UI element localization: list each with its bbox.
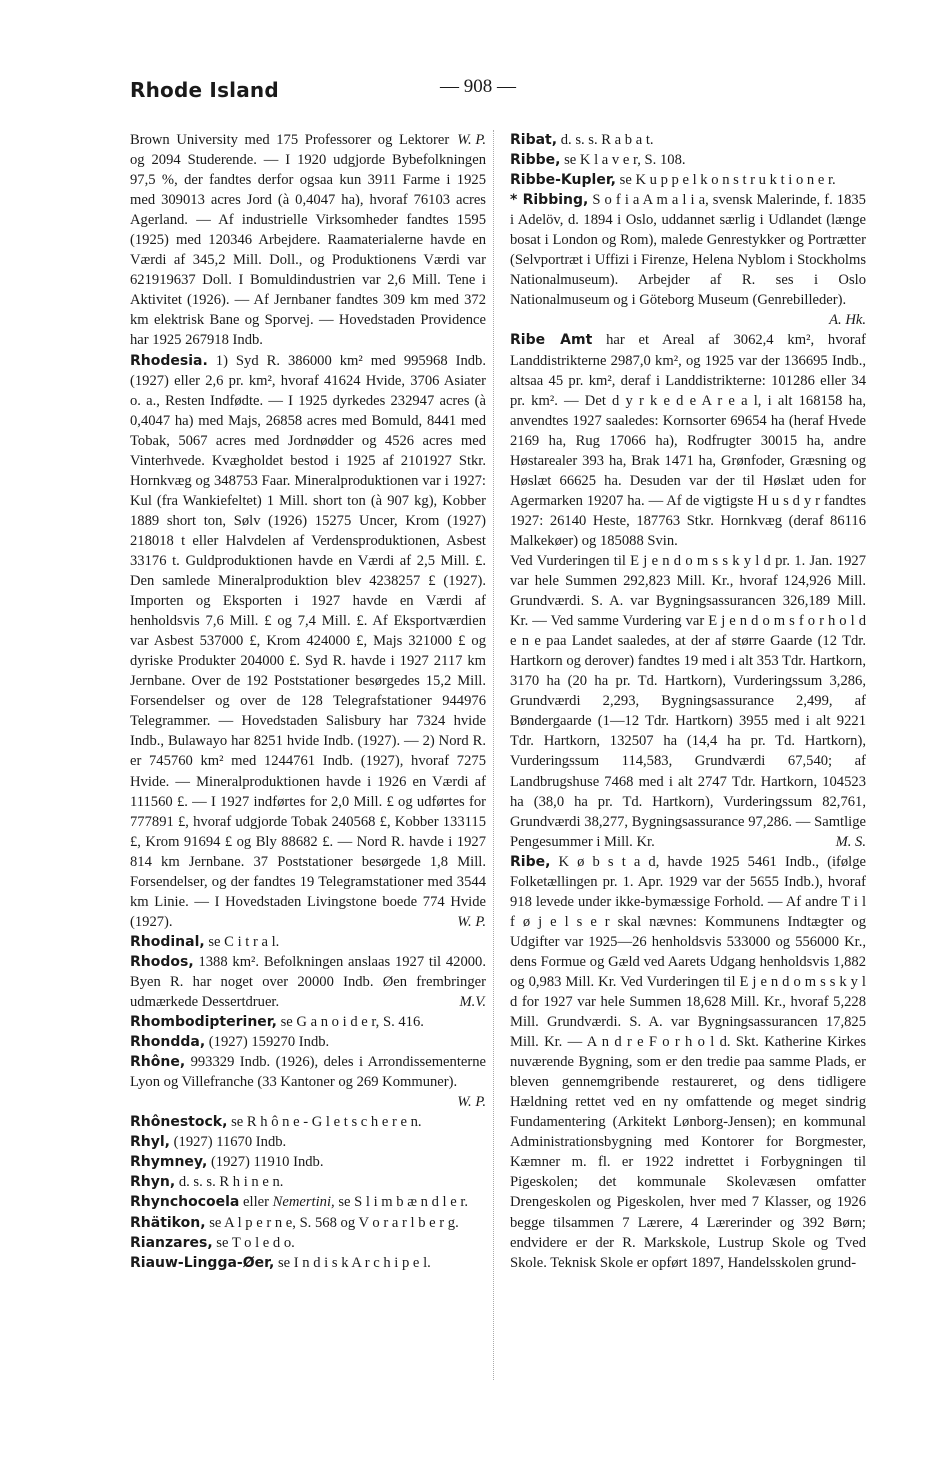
entry-text: Brown University med 175 Professorer og Lektorer og 2094 Studerende. — I 1920 udgjorde Bybefolkningen 97,5 %, der fandtes derfor ogsaa kun 3911 Farme i 1925 med 309013 acres Jord (à 0,4047 ha), hvoraf 76103 acres Agerland. — Af industrielle Virksomheder fandtes 1595 (1925) med 120346 Arbejdere. Raamaterialerne havde en Værdi af 345,2 Mill. Doll., og Produktionens Værdi var 621919637 Doll. I Bomuldindustrien var 2,6 Mill. Tene i Aktivitet (1926). — Af Jernbaner fandtes 309 km med 372 km elektrisk Bane og Sporvej. — Hovedstaden Providence har 1925 267918 Indb. xyxy=(130,132,486,349)
headword: Ribbe, xyxy=(510,152,561,169)
entry-ribe xyxy=(510,852,866,1273)
entry-ribbe-kupler xyxy=(510,170,866,190)
author-initials: M.V. xyxy=(459,994,486,1011)
entry-ribbing xyxy=(510,190,866,329)
author-initials: W. P. xyxy=(457,913,486,930)
headword: Ribbe-Kupler, xyxy=(510,172,616,189)
entry-text: d. s. s. R h i n e n. xyxy=(178,1174,284,1191)
headword: Rhymney, xyxy=(130,1154,208,1171)
headword: Ribat, xyxy=(510,132,558,148)
headword: Rhône, xyxy=(130,1054,186,1071)
entry-rhonestock xyxy=(130,1112,486,1132)
headword: Rianzares, xyxy=(130,1234,213,1251)
headword: * Ribbing, xyxy=(510,192,589,209)
headword: Ribe, xyxy=(510,853,551,870)
entry-text: d. s. s. R a b a t. xyxy=(560,132,654,148)
page-number: — 908 — xyxy=(440,76,516,97)
entry-text: (1927) 11910 Indb. xyxy=(210,1154,324,1171)
headword: Rhondda, xyxy=(130,1034,206,1051)
entry-text: Ved Vurderingen til E j e n d o m s s k y l d pr. 1. Jan. 1927 var hele Summen 292,823 Mill. Kr., hvoraf 124,926 Mill. Grundværdi. S. A. var Bygningsassurancen 326,189 Mill. Kr. — Ved samme Vurdering var E j e n d o m s f o r h o l d e n e paa Landet saaledes, at der af større Gaarde (12 Tdr. Hartkorn og derover) fandtes 19 med i alt 353 Tdr. Hartkorn, 3170 ha (20 ha pr. Td. Hartkorn), Vurderingssum 3,286, Grundværdi 2,293, Bygningsassurance 2,499, af Bøndergaarde (1—12 Tdr. Hartkorn) 3955 med i alt 9221 Tdr. Hartkorn, 132507 ha (14,4 ha pr. Td. Hartkorn), Vurderingssum 114,583, Grundværdi 67,540; af Landbrugshuse 7468 med i alt 2747 Tdr. Hartkorn, 104523 ha (38,0 ha pr. Td. Hartkorn), Vurderingssum 82,761, Grundværdi 38,277, Bygningsassurance 97,286. — Samtlige Pengesummer i Mill. Kr. xyxy=(510,552,866,850)
headword: Rhynchocoela xyxy=(130,1194,240,1211)
left-column xyxy=(130,130,486,1273)
entry-rhyl xyxy=(130,1132,486,1152)
entry-text: (1927) 159270 Indb. xyxy=(208,1034,330,1051)
entry-text: S o f i a A m a l i a, svensk Malerinde, f. 1835 i Adelöv, d. 1894 i Oslo, uddannet særlig i Udlandet (længe bosat i London og Rom), malede Genrestykker og Portrætter (Selvportræt i Uffizi i Firenze, Helena Nyblom i Stockholms Nationalmuseum). Arbejder af R. ses i Oslo Nationalmuseum og i Göteborg Museum (Genrebilleder). xyxy=(510,192,866,309)
author-initials: M. S. xyxy=(835,833,866,850)
entry-text-italic: Nemertini, xyxy=(272,1194,335,1211)
entry-rhondda xyxy=(130,1032,486,1052)
entry-rhynchocoela xyxy=(130,1192,486,1212)
author-initials: W. P. xyxy=(457,132,486,148)
entry-rhodesia xyxy=(130,351,486,932)
headword: Riauw-Lingga-Øer, xyxy=(130,1254,275,1271)
entry-rhone xyxy=(130,1052,486,1111)
entry-ribe-amt xyxy=(510,330,866,551)
entry-text: se T o l e d o. xyxy=(216,1234,295,1251)
entry-text: (1927) 11670 Indb. xyxy=(173,1134,287,1151)
entry-ribe-amt-paragraph xyxy=(510,551,866,852)
headword: Rhônestock, xyxy=(130,1114,228,1131)
headword: Rhombodipteriner, xyxy=(130,1014,277,1031)
entry-rhodinal xyxy=(130,932,486,952)
column-rule xyxy=(493,130,494,1380)
entry-text: 1388 km². Befolkningen anslaas 1927 til 42000. Byen R. har noget over 20000 Indb. Øen frembringer udmærkede Dessertdruer. xyxy=(130,953,486,1011)
headword: Rhyn, xyxy=(130,1174,176,1191)
headword: Ribe Amt xyxy=(510,332,593,349)
entry-text: se R h ô n e - G l e t s c h e r e n. xyxy=(231,1114,422,1131)
headword: Rhodinal, xyxy=(130,933,205,950)
entry-text: se K u p p e l k o n s t r u k t i o n e r. xyxy=(619,172,836,189)
entry-rhyn xyxy=(130,1172,486,1192)
entry-text: se K l a v e r, S. 108. xyxy=(564,152,686,169)
entry-text: se I n d i s k A r c h i p e l. xyxy=(277,1254,431,1271)
entry-rhatikon xyxy=(130,1213,486,1233)
entry-rhombodipteriner xyxy=(130,1012,486,1032)
headword: Rhyl, xyxy=(130,1134,170,1151)
entry-rhodos xyxy=(130,952,486,1012)
right-column xyxy=(510,130,866,1273)
entry-text: eller xyxy=(243,1194,269,1211)
headword: Rhätikon, xyxy=(130,1214,206,1231)
entry-text: se S l i m b æ n d l e r. xyxy=(338,1194,469,1211)
entry-text: K ø b s t a d, havde 1925 5461 Indb., (ifølge Folketællingen pr. 1. Apr. 1929 var der 5655 Indb.), hvoraf 918 levede under ikke-bymæssige Forhold. — Af andre T i l f ø j e l s e r skal nævnes: Kommunens Indtægter og Udgifter var 1925—26 henholdsvis 533000 og 556000 Kr., dens Formue og Gæld ved Aarets Udgang henholdsvis 1,882 og 0,983 Mill. Kr. Ved Vurderingen til E j e n d o m s s k y l d for 1927 var hele Summen 18,628 Mill. Kr., hvoraf 5,228 Mill. Grundværdi. S. A. var Bygningsassurancen 17,825 Mill. Kr. — A n d r e F o r h o l d. Skt. Katherine Kirkes nuværende Bygning, som er den tredie paa samme Plads, er bleven gennemgribende restaureret, og dens tidligere Hældning rettet ved en ny omfattende og meget sindrig Fundamentering (Arkitekt Lønborg-Jensen); en kommunal Administrationsbygning med Kontorer for Borgmester, Kæmner m. fl. er 1922 indrettet i Forbygningen til Pigeskolen; det kommunale Skolevæsen omfatter Drengeskolen og Pigeskolen, hver med 7 Klasser, og 1926 begge tilsammen 7 Lærere, 4 Lærerinder og 392 Børn; endvidere er der R. Markskole, Lustrup Skole og Tved Skole. Teknisk Skole er opført 1897, Handelsskolen grund- xyxy=(510,853,866,1271)
entry-rianzares xyxy=(130,1233,486,1253)
entry-rhymney xyxy=(130,1152,486,1172)
page-header xyxy=(130,72,850,108)
entry-text: 993329 Indb. (1926), deles i Arrondissementerne Lyon og Villefranche (33 Kantoner og 269 Kommuner). xyxy=(130,1054,486,1091)
author-initials: A. Hk. xyxy=(829,312,866,329)
entry-rhode-island-continued xyxy=(130,130,486,351)
entry-ribbe xyxy=(510,150,866,170)
entry-riauw-lingga xyxy=(130,1253,486,1273)
entry-text: se G a n o i d e r, S. 416. xyxy=(280,1014,424,1031)
entry-text: se A l p e r n e, S. 568 og V o r a r l b e r g. xyxy=(209,1214,459,1231)
headword: Rhodos, xyxy=(130,953,194,970)
entry-text: har et Areal af 3062,4 km², hvoraf Landdistrikterne 2987,0 km², og 1925 var der 136695 Indb., altsaa 45 pr. km², deraf i Landdistrikterne: 101286 eller 34 pr. km². — Det d y r k e d e A r e a l, i alt 168158 ha, anvendtes 1927 saaledes: Kornsorter 69654 ha (heraf Hvede 2169 ha, Rug 17066 ha), Rodfrugter 30015 ha, andre Høstarealer 393 ha, Brak 1471 ha, Grønfoder, Græsning og Høslæt 66625 ha. Desuden var der til Høslæt uden for Agermarken 19207 ha. — Af de vigtigste H u s d y r fandtes 1927: 26140 Heste, 187763 Stkr. Hornkvæg (deraf 86116 Malkekøer) og 185088 Svin. xyxy=(510,332,867,549)
entry-ribat xyxy=(510,130,866,150)
author-initials: W. P. xyxy=(457,1094,486,1111)
headword: Rhodesia. xyxy=(130,352,208,369)
entry-text: se C i t r a l. xyxy=(208,933,280,950)
entry-text: 1) Syd R. 386000 km² med 995968 Indb. (1927) eller 2,6 pr. km², hvoraf 41624 Hvide, 3706 Asiater o. a., Resten Indfødte. — I 1925 dyrkedes 232947 acres (à 0,4047 ha) med Majs, 26858 acres med Bomuld, 8441 med Tobak, 5067 acres med Jordnødder og 4526 acres med Vinterhvede. Kvægholdet bestod i 1925 af 2101927 Stkr. Hornkvæg og 348753 Faar. Mineralproduktionen var i 1927: Kul (fra Wankiefeltet) 1 Mill. short ton (à 907 kg), Kobber 1889 short ton, Sølv (1926) 15275 Uncer, Krom (1927) 218018 t eller Halvdelen af Verdensproduktionen, Asbest 33176 t. Guldproduktionen havde en Værdi af 2,5 Mill. £. Den samlede Mineralproduktion blev 4238257 £ (1927). Importen og Eksporten i 1927 havde en Værdi af henholdsvis 7,6 Mill. £ og 7,4 Mill. £. Af Eksportværdien var Asbest 537000 £, Krom 424000 £, Majs 321000 £ og dyriske Produkter 204000 £. Syd R. havde i 1927 2117 km Jernbane. Over de 192 Poststationer besørgedes 15,2 Mill. Forsendelser og over de 128 Telegrafstationer 944976 Telegrammer. — Hovedstaden Salisbury har 7324 hvide Indb., Bulawayo har 8251 hvide Indb. (1927). — 2) Nord R. er 745760 km² med 1244761 Indb. (1927), hvoraf 7275 Hvide. — Mineralproduktionen havde i 1926 en Værdi af 111560 £. — I 1927 indførtes for 2,0 Mill. £ og udførtes for 777891 £, hvoraf udgjorde Tobak 240568 £, Kobber 133115 £, Krom 91694 £ og Bly 88682 £. — Nord R. havde i 1927 814 km Jernbane. 37 Poststationer besørgede 1,8 Mill. Forsendelser, og der fandtes 19 Telegramstationer med 3544 km Linie. — I Hovedstaden Livingstone boede 774 Hvide (1927). xyxy=(130,352,486,930)
running-head: Rhode Island xyxy=(130,78,279,102)
